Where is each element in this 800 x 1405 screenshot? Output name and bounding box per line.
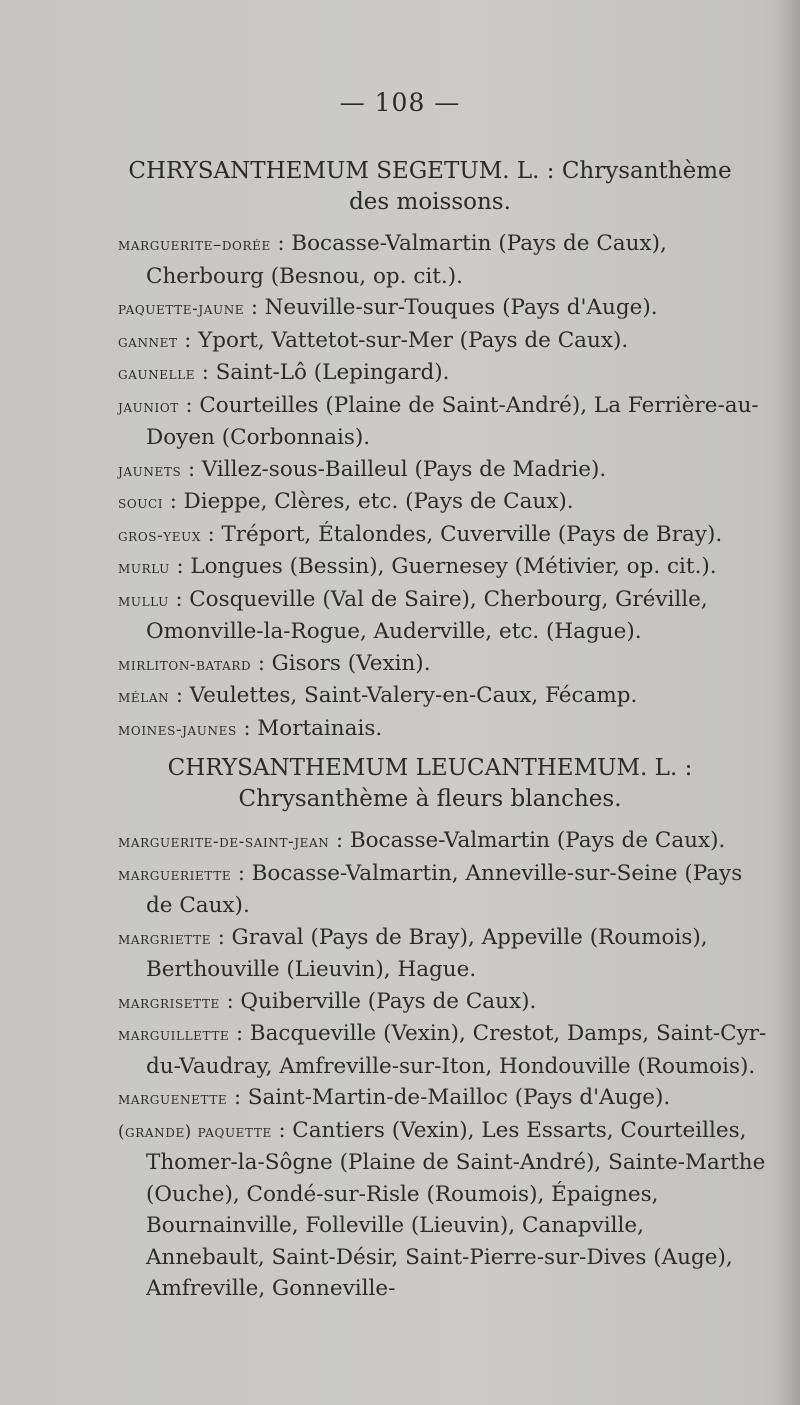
entry-term: paquette-jaune <box>118 299 245 318</box>
entry-places: Yport, Vattetot-sur-Mer (Pays de Caux). <box>198 327 629 353</box>
entry-places: Saint-Martin-de-Mailloc (Pays d'Auge). <box>247 1085 671 1110</box>
entry-term: mullu <box>118 590 169 610</box>
entry-term: gros-yeux <box>118 525 201 545</box>
entry-places: Neuville-sur-Touques (Pays d'Auge). <box>264 295 658 320</box>
entry: paquette-jaune : Neuville-sur-Touques (Pays d'Auge). <box>118 295 658 320</box>
entry-places: Cantiers (Vexin), Les Essarts, Courteilles, Thomer-la-Sôgne (Plaine de Saint-André), Sainte-Marthe (Ouche), Condé-sur-Risle (Roumois), Épaignes, Bournainville, Folleville (Lieuvin), Canapville, Annebault, Saint-Désir, Saint-Pierre-sur-Dives (Auge), Amfreville, Gonneville- <box>146 1117 766 1301</box>
entry-term: marguenette <box>118 1089 228 1108</box>
entry: marguillette : Bacqueville (Vexin), Crestot, Damps, Saint-Cyr-du-Vaudray, Amfreville-sur-Iton, Hondouville (Roumois). <box>118 1021 767 1079</box>
entry-term: moines-jaunes <box>118 719 237 739</box>
entry: (grande) paquette : Cantiers (Vexin), Les Essarts, Courteilles, Thomer-la-Sôgne (Plaine de Saint-André), Sainte-Marthe (Ouche), Condé-sur-Risle (Roumois), Épaignes, Bournainville, Folleville (Lieuvin), Canapville, Annebault, Saint-Désir, Saint-Pierre-sur-Dives (Auge), Amfreville, Gonneville- <box>118 1117 766 1301</box>
entry-places: Veulettes, Saint-Valery-en-Caux, Fécamp. <box>189 683 638 708</box>
entry-list-segetum <box>118 228 768 745</box>
entry: jaunets : Villez-sous-Bailleul (Pays de Madrie). <box>118 456 607 482</box>
page-edge-shadow <box>778 0 800 1405</box>
entry-term: gaunelle <box>118 364 196 383</box>
entry: margueriette : Bocasse-Valmartin, Anneville-sur-Seine (Pays de Caux). <box>118 860 743 918</box>
entry-term: gannet <box>118 331 178 351</box>
entry-places: Dieppe, Clères, etc. (Pays de Caux). <box>183 489 574 514</box>
entry-term: (grande) paquette <box>118 1121 272 1141</box>
entry: souci : Dieppe, Clères, etc. (Pays de Caux). <box>118 489 574 514</box>
entry: murlu : Longues (Bessin), Guernesey (Métivier, op. cit.). <box>118 554 717 579</box>
entry: marguenette : Saint-Martin-de-Mailloc (Pays d'Auge). <box>118 1085 671 1110</box>
entry-term: margrisette <box>118 992 220 1012</box>
section-title-chrysanthemum-leucanthemum: CHRYSANTHEMUM LEUCANTHEMUM. L. : Chrysanthème à fleurs blanches. <box>167 755 693 812</box>
entry-places: Saint-Lô (Lepingard). <box>215 360 450 385</box>
entry-places: Cosqueville (Val de Saire), Cherbourg, Gréville, Omonville-la-Rogue, Auderville, etc. (Hague). <box>146 586 708 644</box>
entry-term: souci <box>118 493 164 512</box>
page-number: — 108 — <box>339 88 461 117</box>
entry-places: Gisors (Vexin). <box>271 650 431 676</box>
entry: marguerite-de-saint-jean : Bocasse-Valmartin (Pays de Caux). <box>118 828 726 853</box>
entry-places: Villez-sous-Bailleul (Pays de Madrie). <box>201 456 607 482</box>
entry: mullu : Cosqueville (Val de Saire), Cherbourg, Gréville, Omonville-la-Rogue, Auderville, etc. (Hague). <box>118 586 708 644</box>
entry: gannet : Yport, Vattetot-sur-Mer (Pays de Caux). <box>118 327 629 353</box>
section-title-chrysanthemum-segetum: CHRYSANTHEMUM SEGETUM. L. : Chrysanthème des moissons. <box>128 158 732 215</box>
entry: mirliton-batard : Gisors (Vexin). <box>118 650 431 676</box>
entry-term: mélan <box>118 687 170 706</box>
entry-term: margriette <box>118 928 212 948</box>
entry: jauniot : Courteilles (Plaine de Saint-André), La Ferrière-au-Doyen (Corbonnais). <box>118 392 759 450</box>
entry-places: Courteilles (Plaine de Saint-André), La Ferrière-au-Doyen (Corbonnais). <box>146 392 759 450</box>
entry-places: Bacqueville (Vexin), Crestot, Damps, Saint-Cyr-du-Vaudray, Amfreville-sur-Iton, Hondouville (Roumois). <box>146 1021 767 1079</box>
entry: mélan : Veulettes, Saint-Valery-en-Caux, Fécamp. <box>118 683 638 708</box>
entry-places: Bocasse-Valmartin (Pays de Caux), Cherbourg (Besnou, op. cit.). <box>146 231 667 289</box>
entry: margrisette : Quiberville (Pays de Caux). <box>118 988 537 1014</box>
entry-term: margueriette <box>118 864 232 884</box>
entry-term: jaunets <box>118 460 182 480</box>
entry-term: murlu <box>118 558 170 577</box>
entry-places: Graval (Pays de Bray), Appeville (Roumois), Berthouville (Lieuvin), Hague. <box>146 924 708 982</box>
entry-places: Longues (Bessin), Guernesey (Métivier, op. cit.). <box>190 554 717 579</box>
entry-term: marguerite–dorée <box>118 235 271 254</box>
entry-term: mirliton-batard <box>118 654 252 674</box>
entry-places: Bocasse-Valmartin (Pays de Caux). <box>349 828 726 853</box>
entry-places: Mortainais. <box>257 715 383 741</box>
entry-term: jauniot <box>118 396 179 416</box>
entry-term: marguillette <box>118 1025 230 1044</box>
entry-places: Tréport, Étalondes, Cuverville (Pays de Bray). <box>221 521 723 547</box>
entry: gros-yeux : Tréport, Étalondes, Cuverville (Pays de Bray). <box>118 521 723 547</box>
entry-term: marguerite-de-saint-jean <box>118 832 330 851</box>
entry: margriette : Graval (Pays de Bray), Appeville (Roumois), Berthouville (Lieuvin), Hague. <box>118 924 708 982</box>
entry-list-leucanthemum <box>118 825 768 1305</box>
entry-places: Bocasse-Valmartin, Anneville-sur-Seine (Pays de Caux). <box>146 860 743 918</box>
entry: moines-jaunes : Mortainais. <box>118 715 383 741</box>
entry: gaunelle : Saint-Lô (Lepingard). <box>118 360 450 385</box>
entry: marguerite–dorée : Bocasse-Valmartin (Pays de Caux), Cherbourg (Besnou, op. cit.). <box>118 231 667 289</box>
entry-places: Quiberville (Pays de Caux). <box>240 988 537 1014</box>
